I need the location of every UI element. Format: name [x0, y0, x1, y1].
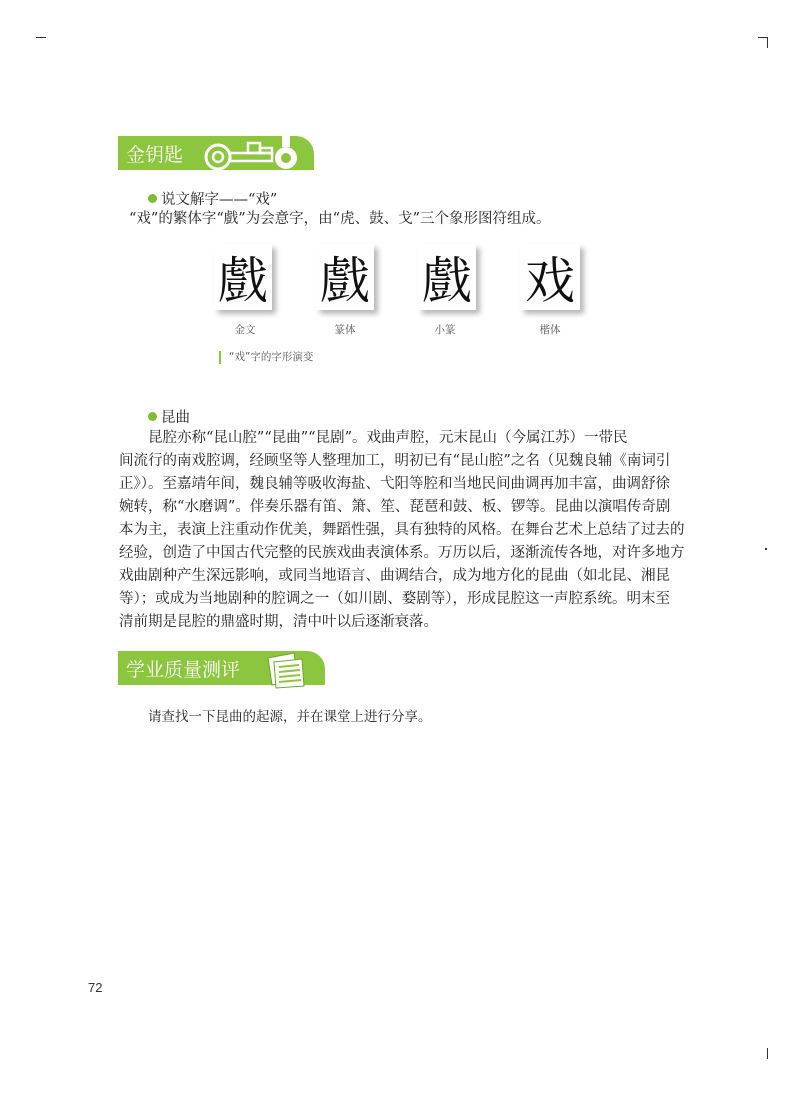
kunqu-line: 戏曲剧种产生深远影响，或同当地语言、曲调结合，成为地方化的昆曲（如北昆、湘昆 [119, 568, 670, 584]
kunqu-line: 正》）。至嘉靖年间，魏良辅等吸收海盐、弋阳等腔和当地民间曲调再加丰富，曲调舒徐 [119, 476, 670, 492]
shuowen-text: “戏”的繁体字“戲”为会意字，由“虎、鼓、戈”三个象形图符组成。 [129, 211, 551, 227]
bullet-dot-icon [148, 412, 157, 421]
glyph-label-xiaozhuan: 小篆 [434, 324, 456, 336]
page-number: 72 [88, 980, 103, 995]
kunqu-line: 清前期是昆腔的鼎盛时期，清中叶以后逐渐衰落。 [119, 614, 438, 630]
key-icon [198, 131, 308, 175]
kunqu-line: 经验，创造了中国古代完整的民族戏曲表演体系。万历以后，逐渐流传各地，对许多地方 [119, 545, 685, 561]
kunqu-line: 昆腔亦称“昆山腔”“昆曲”“昆剧”。戏曲声腔，元末昆山（今属江苏）一带民 [148, 430, 628, 446]
assessment-title: 学业质量测评 [126, 658, 241, 681]
glyph-kaiti: 戏 [520, 244, 580, 310]
glyph-label-kaiti: 楷体 [539, 324, 561, 336]
document-icon [264, 650, 308, 690]
crop-mark-top-right-v [767, 37, 768, 48]
kunqu-line: 间流行的南戏腔调，经顾坚等人整理加工，明初已有“昆山腔”之名（见魏良辅《南词引 [119, 453, 671, 469]
section-heading-kunqu: 昆曲 [148, 406, 190, 427]
kunqu-line: 婉转，称“水磨调”。伴奏乐器有笛、箫、笙、琵琶和鼓、板、锣等。昆曲以演唱传奇剧 [119, 499, 671, 515]
crop-mark-top-left [36, 37, 46, 38]
figure-caption: “戏”字的字形演变 [219, 351, 313, 364]
glyph-fanti: 戲 [316, 244, 374, 310]
margin-dot [765, 548, 767, 550]
glyph-jinwen: 戲 [214, 244, 272, 310]
kunqu-line: 本为主，表演上注重动作优美，舞蹈性强，具有独特的风格。在舞台艺术上总结了过去的 [119, 522, 685, 538]
assessment-task: 请查找一下昆曲的起源，并在课堂上进行分享。 [148, 709, 432, 725]
golden-key-title: 金钥匙 [126, 143, 184, 166]
section-heading-shuowen: 说文解字——“戏” [148, 188, 277, 209]
crop-mark-bottom-right [767, 1048, 768, 1059]
glyph-label-fanti: 篆体 [334, 324, 356, 336]
kunqu-line: 等）；或成为当地剧种的腔调之一（如川剧、婺剧等），形成昆腔这一声腔系统。明末至 [119, 591, 670, 607]
glyph-xiaozhuan: 戲 [418, 244, 476, 310]
bullet-dot-icon [148, 194, 157, 203]
glyph-label-jinwen: 金文 [234, 324, 256, 336]
